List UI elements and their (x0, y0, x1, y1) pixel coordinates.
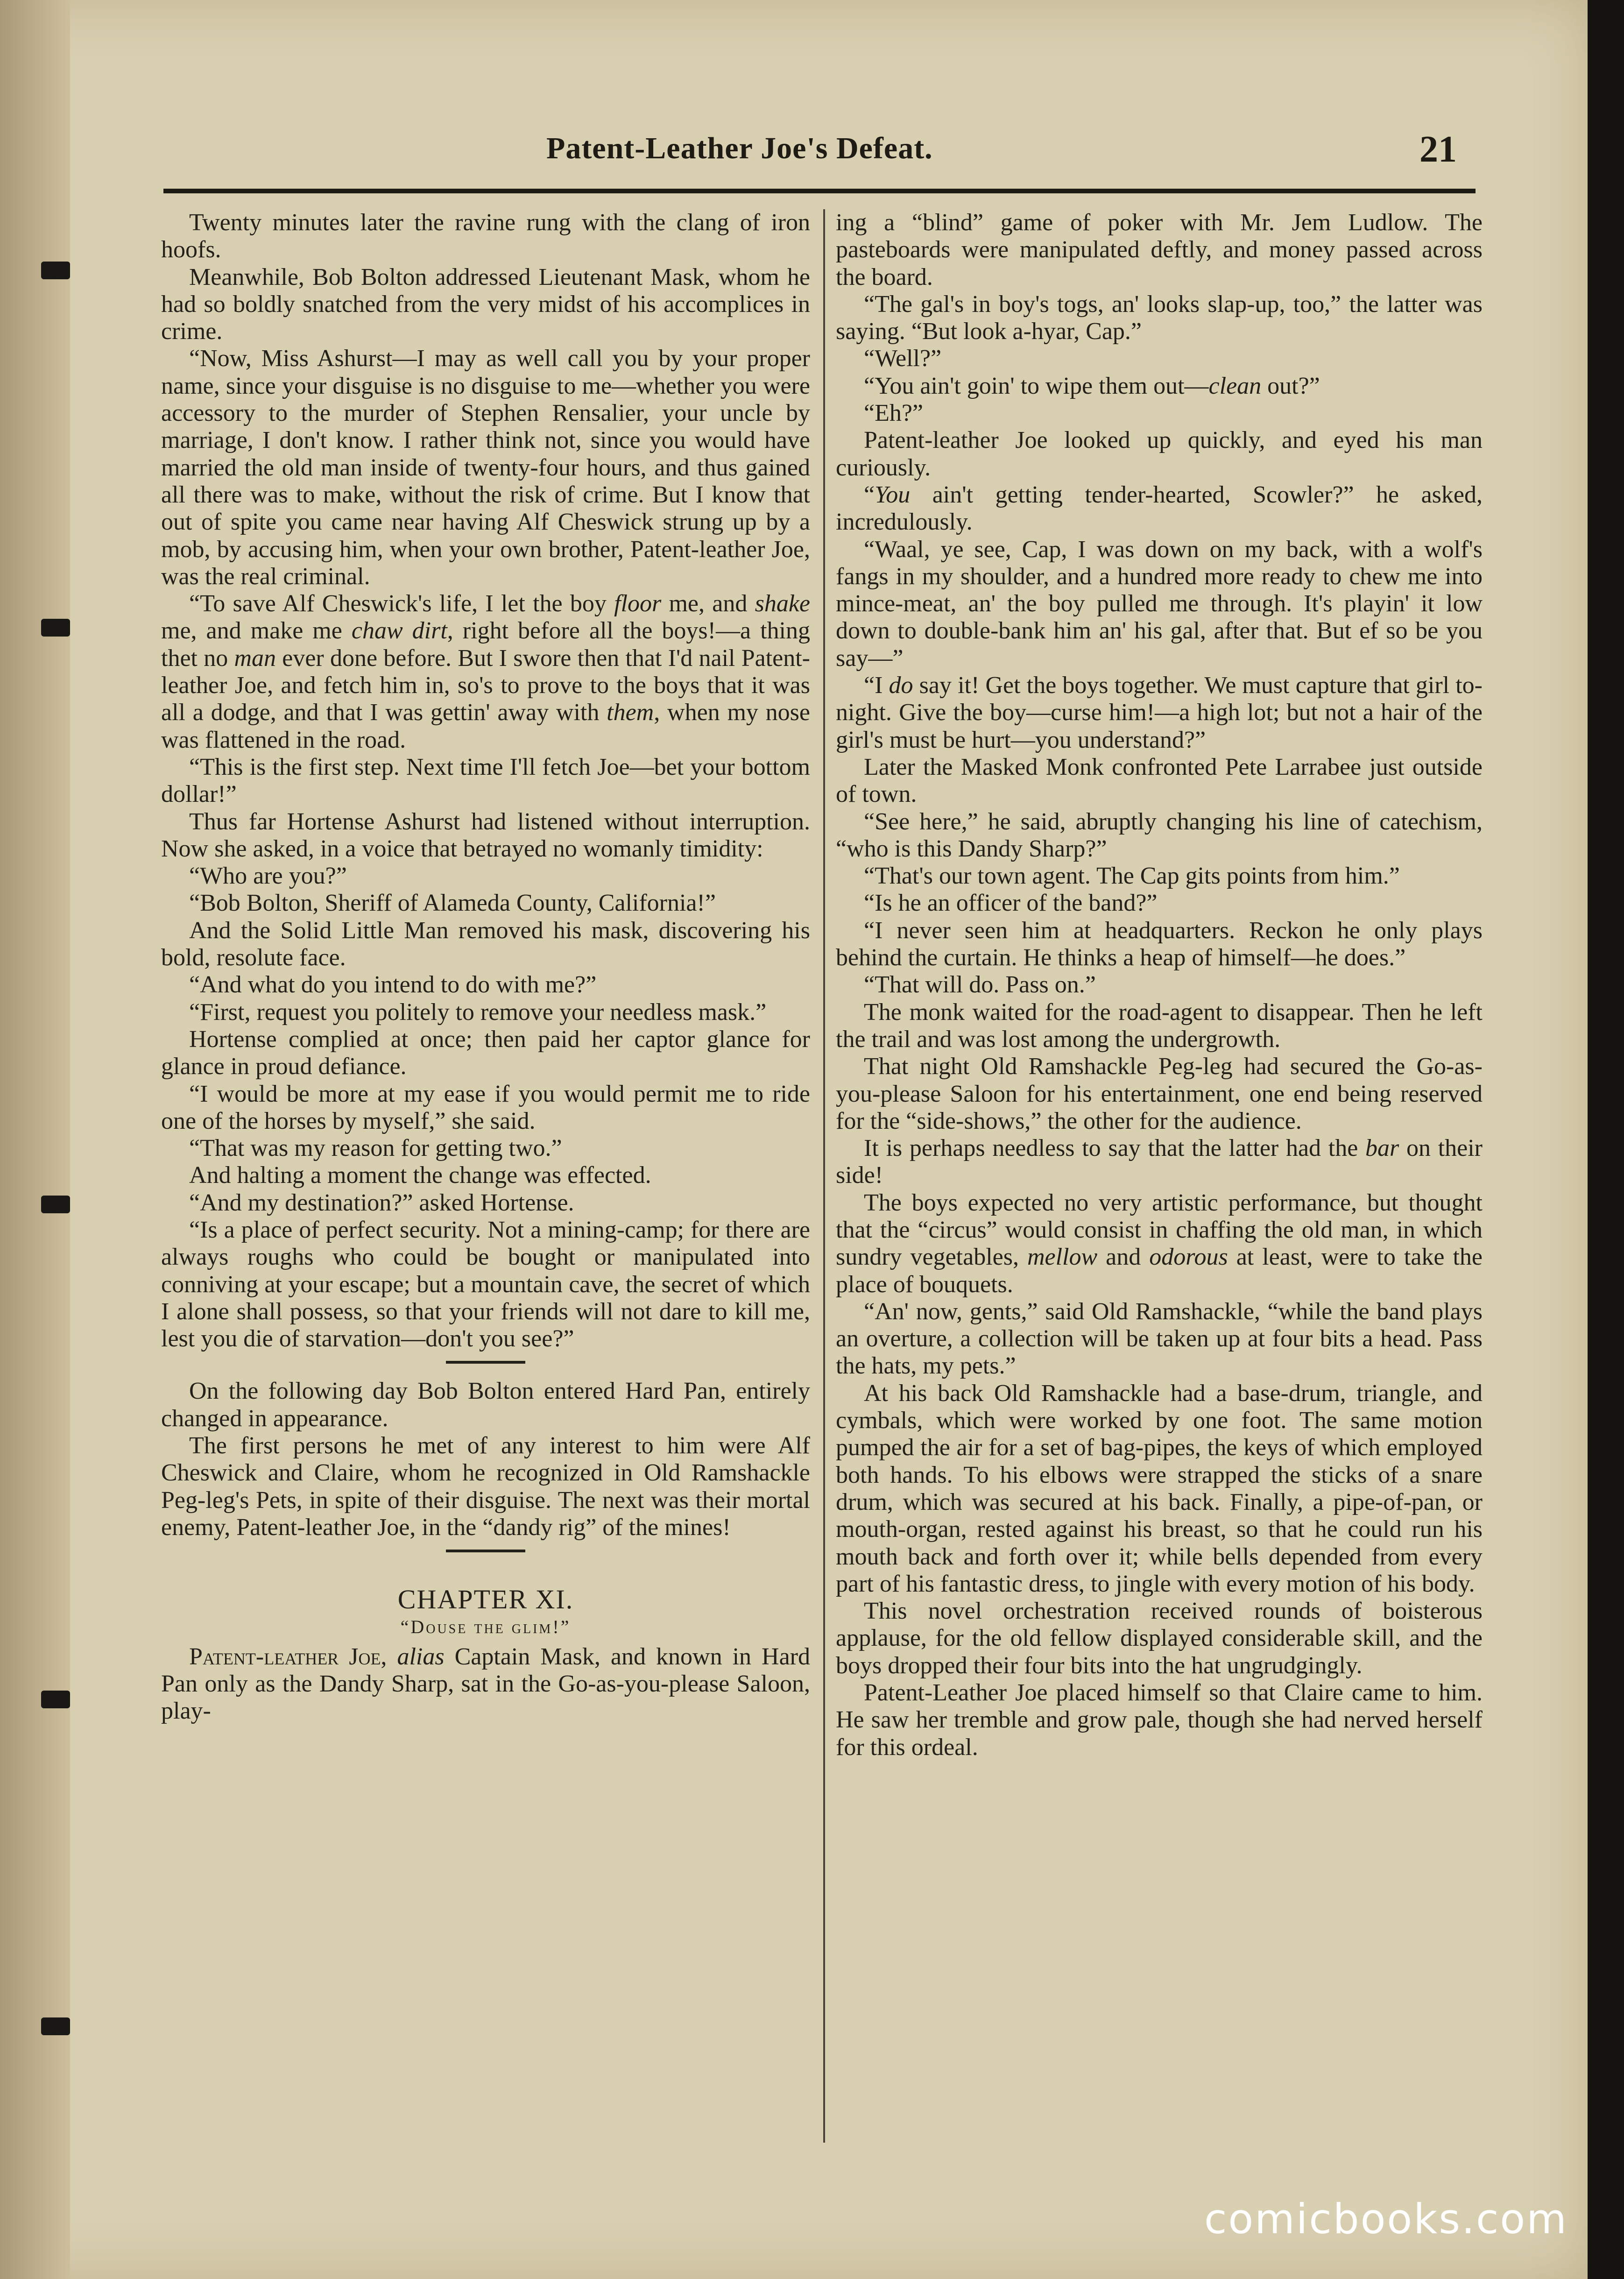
running-head: Patent-Leather Joe's Defeat. (546, 131, 933, 165)
paragraph: Meanwhile, Bob Bolton addressed Lieutenant Mask, whom he had so boldly snatched from the very midst of his accomplices in crime. (161, 263, 810, 345)
paragraph: Patent-leather Joe looked up quickly, and eyed his man curiously. (836, 427, 1483, 481)
paragraph: “Now, Miss Ashurst—I may as well call you by your proper name, since your disguise is no disguise to me—whether you were accessory to the murder of Stephen Rensalier, your uncle by marriage, I don't know. I rather think not, since you would have married the old man inside of twenty-four hours, and thus gained all there was to make, without the risk of crime. But I know that out of spite you came near having Alf Cheswick strung up by a mob, by accusing him, when your own brother, Patent-leather Joe, was the real criminal. (161, 345, 810, 590)
paragraph: That night Old Ramshackle Peg-leg had secured the Go-as-you-please Saloon for his entertainment, one end being reserved for the “side-shows,” the other for the audience. (836, 1053, 1483, 1134)
chapter-subtitle: “Douse the glim!” (400, 1616, 571, 1637)
paragraph: “And my destination?” asked Hortense. (189, 1189, 574, 1216)
binding-stitch (41, 262, 70, 279)
right-column (836, 209, 1483, 1761)
paragraph: Later the Masked Monk confronted Pete Larrabee just outside of town. (836, 753, 1483, 808)
paragraph: “This is the first step. Next time I'll fetch Joe—bet your bottom dollar!” (161, 753, 810, 808)
paragraph: “That was my reason for getting two.” (189, 1135, 562, 1162)
paragraph: “Is he an officer of the band?” (864, 890, 1158, 917)
paragraph: “I would be more at my ease if you would permit me to ride one of the horses by myself,” she said. (161, 1080, 810, 1134)
binding-stitch (41, 1691, 70, 1708)
paragraph: And halting a moment the change was effected. (189, 1162, 651, 1189)
binding-stitch (41, 2017, 70, 2035)
watermark: comicbooks.com (1204, 2195, 1568, 2243)
paragraph: This novel orchestration received rounds of boisterous applause, for the old fellow displayed considerable skill, and the boys dropped their four bits into the hat ungrudgingly. (836, 1598, 1483, 1679)
paragraph: And the Solid Little Man removed his mask, discovering his bold, resolute face. (161, 917, 810, 971)
paragraph: “See here,” he said, abruptly changing his line of catechism, “who is this Dandy Sharp?” (836, 808, 1483, 862)
page-edge-shadow (1588, 0, 1624, 2279)
paragraph: It is perhaps needless to say that the latter had the bar on their side! (836, 1135, 1483, 1189)
paragraph: “Bob Bolton, Sheriff of Alameda County, California!” (189, 890, 716, 917)
paragraph: Patent-leather Joe, alias Captain Mask, and known in Hard Pan only as the Dandy Sharp, sat in the Go-as-you-please Saloon, play- (161, 1643, 810, 1725)
paragraph: The boys expected no very artistic performance, but thought that the “circus” would consist in chaffing the old man, in which sundry vegetables, mellow and odorous at least, were to take the place of bouquets. (836, 1189, 1483, 1298)
binding-gutter (0, 0, 70, 2279)
column-divider (823, 209, 825, 2143)
paragraph: “To save Alf Cheswick's life, I let the boy floor me, and shake me, and make me chaw dirt, right before all the boys!—a thing thet no man ever done before. But I swore then that I'd nail Patent-leather Joe, and fetch him in, so's to prove to the boys that it was all a dodge, and that I was gettin' away with them, when my nose was flattened in the road. (161, 590, 811, 753)
paragraph: “Well?” (864, 345, 942, 372)
section-rule (446, 1550, 525, 1552)
header-rule (163, 189, 1476, 193)
page-number: 21 (1419, 129, 1457, 170)
paragraph: “I do say it! Get the boys together. We must capture that girl to-night. Give the boy—curse him!—a high lot; but not a hair of the girl's must be hurt—you understand?” (836, 672, 1483, 753)
paragraph: The first persons he met of any interest to him were Alf Cheswick and Claire, whom he recognized in Old Ramshackle Peg-leg's Pets, in spite of their disguise. The next was their mortal enemy, Patent-leather Joe, in the “dandy rig” of the mines! (161, 1432, 810, 1541)
paragraph: “I never seen him at headquarters. Reckon he only plays behind the curtain. He thinks a heap of himself—he does.” (836, 917, 1483, 971)
paragraph: “You ain't getting tender-hearted, Scowler?” he asked, incredulously. (836, 481, 1483, 536)
paragraph: “Who are you?” (189, 863, 347, 890)
paragraph: “That will do. Pass on.” (864, 971, 1096, 998)
paragraph: Hortense complied at once; then paid her captor glance for glance in proud defiance. (161, 1026, 810, 1080)
paragraph: On the following day Bob Bolton entered Hard Pan, entirely changed in appearance. (161, 1378, 810, 1432)
paragraph: “You ain't goin' to wipe them out—clean out?” (864, 372, 1320, 399)
chapter-title: CHAPTER XI. (397, 1584, 574, 1615)
paragraph: “That's our town agent. The Cap gits points from him.” (864, 863, 1400, 890)
paragraph: “Is a place of perfect security. Not a mining-camp; for there are always roughs who could be bought or manipulated into conniving at your escape; but a mountain cave, the secret of which I alone shall possess, so that your friends will not dare to kill me, lest you die of starvation—don't you see?” (161, 1216, 810, 1352)
paragraph: The monk waited for the road-agent to disappear. Then he left the trail and was lost among the undergrowth. (836, 998, 1483, 1053)
paragraph: “An' now, gents,” said Old Ramshackle, “while the band plays an overture, a collection will be taken up at four bits a head. Pass the hats, my pets.” (836, 1298, 1483, 1380)
paragraph: At his back Old Ramshackle had a base-drum, triangle, and cymbals, which were worked by one foot. The same motion pumped the air for a set of bag-pipes, the keys of which employed both hands. To his elbows were strapped the sticks of a snare drum, which was secured at his back. Finally, a pipe-of-pan, or mouth-organ, rested against his breast, so that he could run his mouth back and forth over it; while bells depended from every part of his fantastic dress, to jingle with every motion of his body. (836, 1380, 1483, 1597)
binding-stitch (41, 619, 70, 637)
left-column (161, 209, 810, 1725)
paragraph: “And what do you intend to do with me?” (189, 971, 597, 998)
paragraph: Patent-Leather Joe placed himself so that Claire came to him. He saw her tremble and grow pale, though she had nerved herself for this ordeal. (836, 1679, 1483, 1761)
paragraph: Thus far Hortense Ashurst had listened without interruption. Now she asked, in a voice that betrayed no womanly timidity: (161, 808, 810, 862)
paragraph: “Waal, ye see, Cap, I was down on my back, with a wolf's fangs in my shoulder, and a hundred more ready to chew me into mince-meat, an' the boy pulled me through. It's playin' it low down to double-bank him an' his gal, after that. But ef so be you say—” (836, 536, 1483, 672)
section-rule (446, 1361, 525, 1364)
paragraph: Twenty minutes later the ravine rung with the clang of iron hoofs. (161, 209, 810, 263)
paragraph: ing a “blind” game of poker with Mr. Jem Ludlow. The pasteboards were manipulated deftly, and money passed across the board. (836, 209, 1483, 290)
paragraph: “First, request you politely to remove your needless mask.” (189, 998, 767, 1026)
binding-stitch (41, 1196, 70, 1213)
paragraph: “Eh?” (864, 400, 924, 427)
paragraph: “The gal's in boy's togs, an' looks slap-up, too,” the latter was saying. “But look a-hyar, Cap.” (836, 290, 1483, 345)
